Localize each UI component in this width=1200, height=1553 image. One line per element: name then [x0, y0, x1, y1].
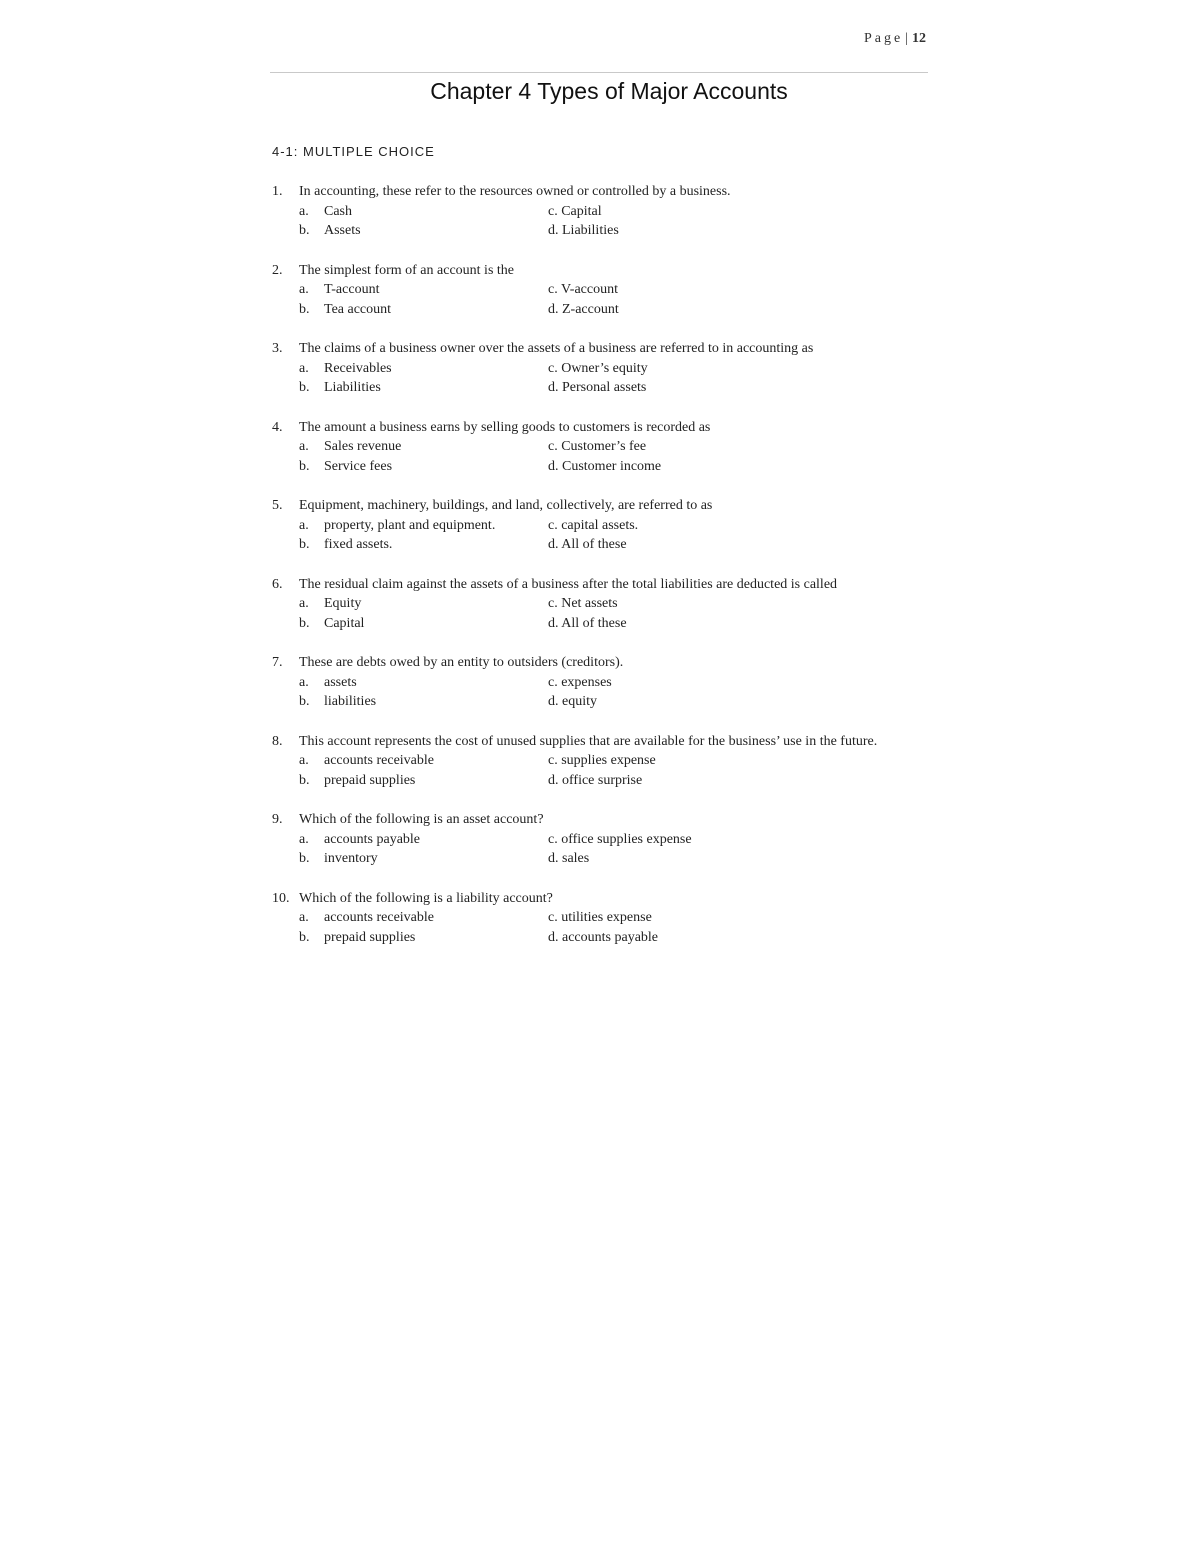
- option-a-text: property, plant and equipment.: [324, 517, 496, 533]
- question-item: [272, 810, 944, 869]
- option-c: [548, 908, 652, 928]
- page-separator: |: [905, 31, 909, 46]
- option-b: b. prepaid supplies: [299, 928, 548, 948]
- question-number: 9.: [272, 812, 283, 827]
- option-d-text: d. equity: [548, 694, 597, 709]
- option-d: [548, 614, 627, 634]
- question-number: 4.: [272, 419, 283, 435]
- option-a: a. Cash: [299, 202, 548, 222]
- option-b-text: fixed assets.: [324, 537, 393, 552]
- option-d-text: d. All of these: [548, 537, 627, 552]
- option-a-text: T-account: [324, 282, 380, 297]
- option-c: [548, 280, 618, 300]
- question-item: [272, 889, 944, 948]
- answer-options: [299, 437, 944, 476]
- question-item: [272, 182, 944, 241]
- question-item: [272, 418, 944, 477]
- question-text: Which of the following is a liability account?: [299, 890, 553, 906]
- option-d-text: d. All of these: [548, 615, 627, 631]
- question-text: Equipment, machinery, buildings, and land, collectively, are referred to as: [299, 498, 713, 513]
- option-b-text: inventory: [324, 851, 378, 866]
- option-c: [548, 594, 618, 614]
- question-number: 3.: [272, 341, 283, 356]
- option-c-text: c. Capital: [548, 203, 602, 219]
- option-d-text: d. office surprise: [548, 772, 643, 788]
- question-number: 1.: [272, 184, 283, 199]
- option-b: b. fixed assets.: [299, 535, 548, 555]
- option-d-text: d. sales: [548, 851, 590, 866]
- question-number: 8.: [272, 733, 283, 749]
- option-d: [548, 378, 646, 398]
- option-b: b. Assets: [299, 221, 548, 241]
- option-c: [548, 516, 638, 536]
- option-b-text: Tea account: [324, 301, 392, 317]
- question-text: These are debts owed by an entity to outsiders (creditors).: [299, 655, 624, 670]
- question-item: [272, 339, 944, 398]
- page-word: Page: [864, 31, 904, 46]
- option-b-text: prepaid supplies: [324, 772, 416, 788]
- question-text: The amount a business earns by selling goods to customers is recorded as: [299, 419, 711, 435]
- option-b-text: Capital: [324, 615, 365, 631]
- question-text: The residual claim against the assets of a business after the total liabilities are deducted is called: [299, 576, 838, 592]
- option-c-text: c. V-account: [548, 282, 618, 297]
- option-a-text: accounts payable: [324, 831, 421, 847]
- option-b: b. Capital: [299, 614, 548, 634]
- option-a: a. T-account: [299, 280, 548, 300]
- question-text: Which of the following is an asset account?: [299, 812, 544, 827]
- option-a: a. assets: [299, 673, 548, 693]
- option-b-text: Assets: [324, 223, 361, 238]
- section-heading: 4-1: MULTIPLE CHOICE: [272, 144, 435, 159]
- option-a-text: Sales revenue: [324, 439, 402, 454]
- question-list: [272, 182, 944, 967]
- option-a-text: Receivables: [324, 360, 392, 376]
- option-d: [548, 849, 589, 869]
- option-c: [548, 751, 656, 771]
- option-d-text: d. accounts payable: [548, 929, 659, 945]
- question-text: The claims of a business owner over the assets of a business are referred to in accounting as: [299, 341, 814, 356]
- question-item: [272, 653, 944, 712]
- option-c: [548, 437, 646, 457]
- option-c: [548, 830, 692, 850]
- option-b: b. Service fees: [299, 457, 548, 477]
- option-a: a. Equity: [299, 594, 548, 614]
- answer-options: [299, 673, 944, 712]
- option-a: a. Receivables: [299, 359, 548, 379]
- page-number: 12: [912, 31, 927, 46]
- option-b-text: Liabilities: [324, 380, 381, 395]
- option-d: [548, 928, 658, 948]
- option-a: a. Sales revenue: [299, 437, 548, 457]
- option-a-text: Cash: [324, 203, 352, 219]
- question-item: [272, 261, 944, 320]
- option-b: b. Tea account: [299, 300, 548, 320]
- question-item: [272, 496, 944, 555]
- option-b: b. prepaid supplies: [299, 771, 548, 791]
- question-number: 5.: [272, 498, 283, 513]
- question-number: 7.: [272, 655, 283, 670]
- answer-options: [299, 830, 944, 869]
- answer-options: [299, 594, 944, 633]
- option-b-text: Service fees: [324, 458, 393, 474]
- option-c-text: c. capital assets.: [548, 517, 639, 533]
- option-c: [548, 359, 648, 379]
- option-d: [548, 457, 661, 477]
- option-a-text: accounts receivable: [324, 753, 434, 768]
- page-number-label: [864, 31, 926, 47]
- option-a: a. accounts receivable: [299, 751, 548, 771]
- option-d: [548, 771, 642, 791]
- question-text: The simplest form of an account is the: [299, 262, 514, 278]
- option-a-text: accounts receivable: [324, 910, 434, 925]
- question-number: 6.: [272, 576, 283, 592]
- question-number: 10.: [272, 890, 290, 906]
- option-c: [548, 673, 612, 693]
- option-c-text: c. Net assets: [548, 596, 618, 611]
- option-b: b. liabilities: [299, 692, 548, 712]
- answer-options: [299, 202, 944, 241]
- option-b-text: prepaid supplies: [324, 929, 416, 945]
- question-item: [272, 732, 944, 791]
- option-d: [548, 535, 627, 555]
- header-rule: [270, 72, 928, 73]
- option-a-text: Equity: [324, 596, 362, 611]
- answer-options: [299, 359, 944, 398]
- option-c-text: c. Owner’s equity: [548, 360, 648, 376]
- option-d-text: d. Customer income: [548, 458, 662, 474]
- option-d-text: d. Liabilities: [548, 223, 619, 238]
- option-d: [548, 221, 619, 241]
- option-c-text: c. expenses: [548, 674, 612, 690]
- option-c-text: c. office supplies expense: [548, 831, 692, 847]
- option-d: [548, 300, 619, 320]
- answer-options: [299, 908, 944, 947]
- option-b-text: liabilities: [324, 694, 377, 709]
- option-b: b. inventory: [299, 849, 548, 869]
- option-c-text: c. supplies expense: [548, 753, 656, 768]
- chapter-title: Chapter 4 Types of Major Accounts: [430, 78, 788, 104]
- option-d-text: d. Personal assets: [548, 380, 647, 395]
- option-b: b. Liabilities: [299, 378, 548, 398]
- answer-options: [299, 751, 944, 790]
- option-a: a. accounts receivable: [299, 908, 548, 928]
- option-c-text: c. utilities expense: [548, 910, 652, 925]
- question-number: 2.: [272, 262, 283, 278]
- option-c: [548, 202, 602, 222]
- question-text: In accounting, these refer to the resources owned or controlled by a business.: [299, 184, 731, 199]
- option-a: a. property, plant and equipment.: [299, 516, 548, 536]
- option-a-text: assets: [324, 674, 357, 690]
- option-c-text: c. Customer’s fee: [548, 439, 647, 454]
- question-text: This account represents the cost of unused supplies that are available for the business’ use in the future.: [299, 733, 878, 749]
- option-d: [548, 692, 597, 712]
- answer-options: [299, 516, 944, 555]
- option-a: a. accounts payable: [299, 830, 548, 850]
- answer-options: [299, 280, 944, 319]
- question-item: [272, 575, 944, 634]
- option-d-text: d. Z-account: [548, 301, 619, 317]
